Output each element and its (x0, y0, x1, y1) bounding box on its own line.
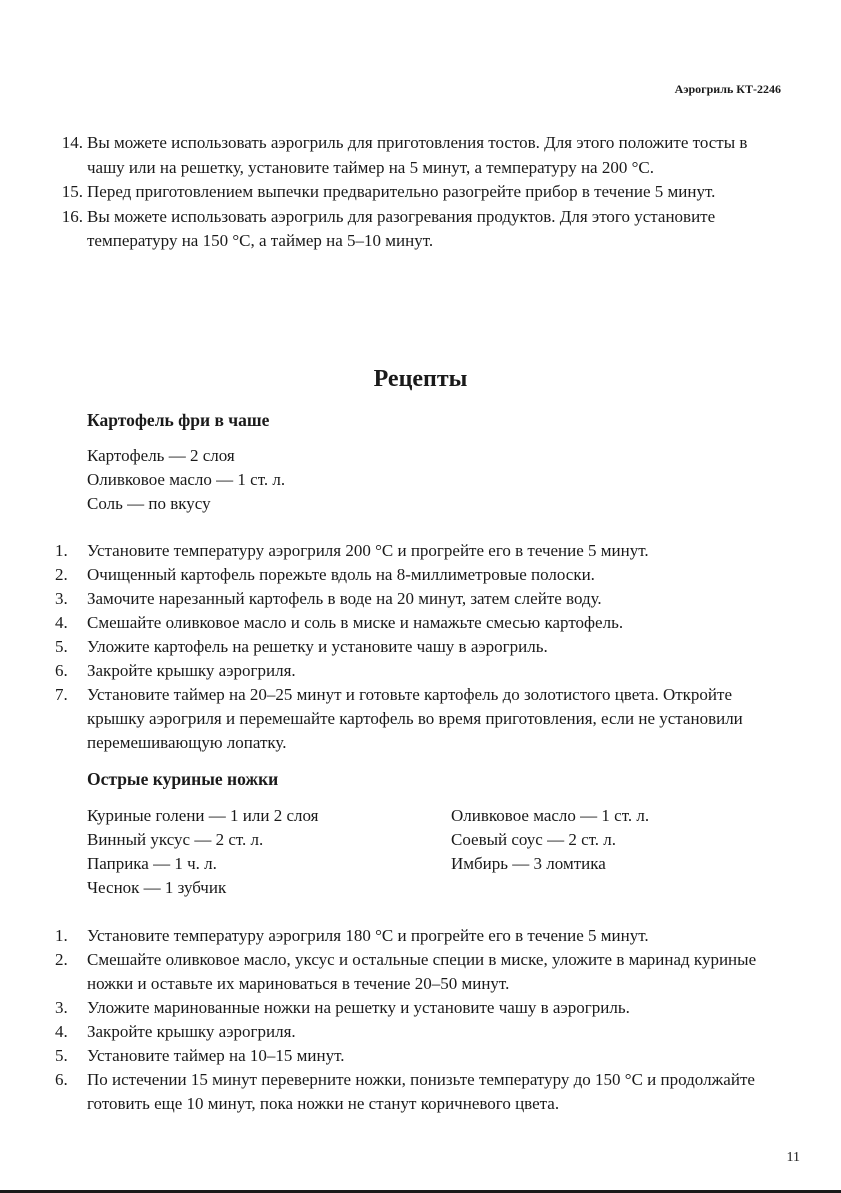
recipe1-ingredients (87, 444, 285, 516)
running-header: Аэрогриль КТ-2246 (674, 82, 781, 96)
item-text: Установите температуру аэрогриля 200 °C и прогрейте его в течение 5 минут. (87, 541, 649, 560)
item-number: 6. (55, 1070, 68, 1089)
item-number: 1. (55, 541, 68, 560)
list-item (55, 924, 787, 948)
item-text: Закройте крышку аэрогриля. (87, 661, 296, 680)
section-title: Рецепты (373, 366, 468, 392)
list-item (61, 180, 787, 205)
ingredient: Оливковое масло — 1 ст. л. (87, 470, 286, 489)
list-item (55, 996, 787, 1020)
item-number: 2. (55, 565, 68, 584)
item-number: 3. (55, 589, 68, 608)
item-number: 5. (55, 1046, 68, 1065)
ingredient: Имбирь — 3 ломтика (451, 854, 606, 873)
list-item (55, 1044, 787, 1068)
item-number: 2. (55, 950, 68, 969)
item-text: Перед приготовлением выпечки предварительно разогрейте прибор в течение 5 минут. (87, 182, 716, 201)
recipe2-steps (55, 924, 787, 1116)
item-text: Смешайте оливковое масло и соль в миске и намажьте смесью картофель. (87, 613, 624, 632)
item-number: 14. (61, 133, 83, 152)
ingredient: Винный уксус — 2 ст. л. (87, 830, 264, 849)
list-item (55, 683, 787, 755)
ingredient: Чеснок — 1 зубчик (87, 878, 227, 897)
list-item (55, 1020, 787, 1044)
item-number: 4. (55, 1022, 68, 1041)
list-item (55, 587, 787, 611)
item-text: Закройте крышку аэрогриля. (87, 1022, 296, 1041)
item-number: 1. (55, 926, 68, 945)
recipe1-title: Картофель фри в чаше (87, 410, 270, 430)
list-item (61, 205, 787, 254)
list-item (55, 948, 787, 996)
item-number: 4. (55, 613, 68, 632)
list-item (61, 131, 787, 180)
recipe1-steps (55, 539, 787, 755)
item-text: Вы можете использовать аэрогриль для разогревания продуктов. Для этого установите температуру на 150 °C, а таймер на 5–10 минут. (87, 206, 716, 250)
item-number: 15. (61, 182, 83, 201)
ingredient: Соевый соус — 2 ст. л. (451, 830, 617, 849)
ingredient: Картофель — 2 слоя (87, 446, 235, 465)
item-text: Уложите маринованные ножки на решетку и установите чашу в аэрогриль. (87, 998, 630, 1017)
page-number: 11 (786, 1150, 800, 1165)
item-text: Смешайте оливковое масло, уксус и остальные специи в миске, уложите в маринад куриные ножки и оставьте их мариноваться в течение 20–50 минут. (87, 950, 757, 993)
recipe2-title: Острые куриные ножки (87, 769, 279, 789)
item-number: 7. (55, 685, 68, 704)
item-text: Замочите нарезанный картофель в воде на 20 минут, затем слейте воду. (87, 589, 602, 608)
recipe2-ingredients-right (451, 804, 649, 876)
item-text: Уложите картофель на решетку и установите чашу в аэрогриль. (87, 637, 548, 656)
list-item (55, 563, 787, 587)
list-item (55, 611, 787, 635)
list-item (55, 635, 787, 659)
ingredient: Соль — по вкусу (87, 494, 211, 513)
item-number: 16. (61, 206, 83, 226)
item-number: 6. (55, 661, 68, 680)
item-text: Установите таймер на 10–15 минут. (87, 1046, 345, 1065)
ingredient: Оливковое масло — 1 ст. л. (451, 806, 650, 825)
item-text: Установите температуру аэрогриля 180 °C и прогрейте его в течение 5 минут. (87, 926, 649, 945)
intro-list (61, 131, 787, 254)
ingredient: Паприка — 1 ч. л. (87, 854, 217, 873)
ingredient: Куриные голени — 1 или 2 слоя (87, 806, 319, 825)
item-text: По истечении 15 минут переверните ножки, понизьте температуру до 150 °C и продолжайте готовить еще 10 минут, пока ножки не станут коричневого цвета. (87, 1070, 755, 1113)
list-item (55, 539, 787, 563)
item-text: Установите таймер на 20–25 минут и готовьте картофель до золотистого цвета. Откройте крышку аэрогриля и перемешайте картофель во время приготовления, если не установили перемешивающую лопатку. (87, 685, 743, 752)
item-text: Очищенный картофель порежьте вдоль на 8-миллиметровые полоски. (87, 565, 595, 584)
item-text: Вы можете использовать аэрогриль для приготовления тостов. Для этого положите тосты в чашу или на решетку, установите таймер на 5 минут, а температуру на 200 °C. (87, 133, 748, 177)
list-item (55, 659, 787, 683)
item-number: 3. (55, 998, 68, 1017)
list-item (55, 1068, 787, 1116)
recipe2-ingredients-left (87, 804, 318, 900)
item-number: 5. (55, 637, 68, 656)
